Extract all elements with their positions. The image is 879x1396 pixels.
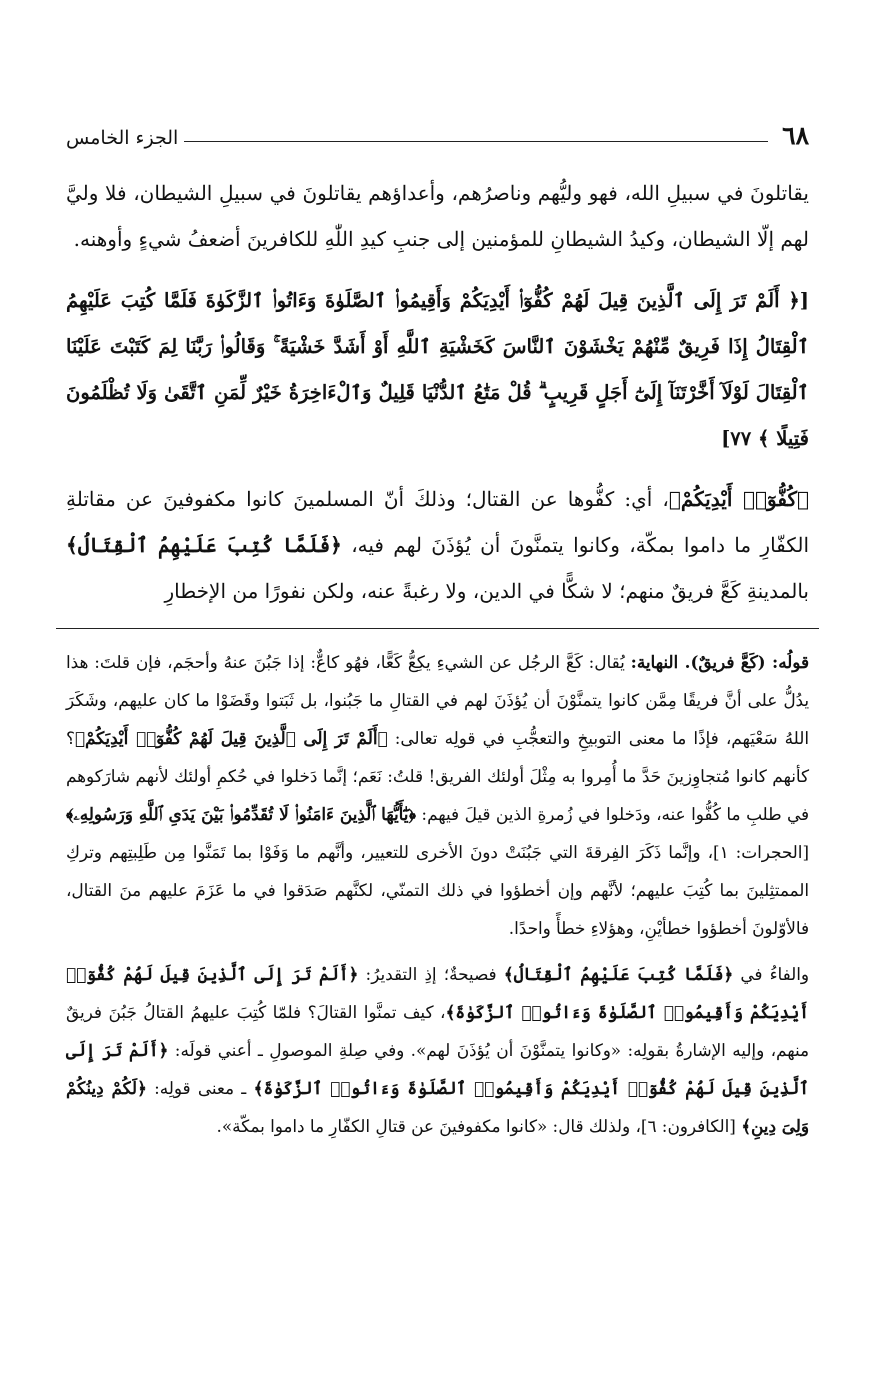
running-head (66, 108, 809, 148)
header-rule (184, 141, 768, 142)
quran-quote: ﴿كُفُّوٓا۟ أَيْدِيَكُمْ﴾ (668, 487, 810, 511)
quran-quote: ﴿يَٰٓأَيُّهَا ٱلَّذِينَ ءَامَنُوا۟ لَا تُقَدِّمُوا۟ بَيْنَ يَدَىِ ٱللَّهِ وَرَسُولِهِۦ﴾ (66, 804, 416, 824)
quran-quote: ﴿أَلَمْ تَرَ إِلَى ٱلَّذِينَ قِيلَ لَهُمْ كُفُّوٓا۟ أَيْدِيَكُمْ وَأَقِيمُوا۟ ٱلصَّلَوٰةَ وَءَاتُوا۟ ٱلزَّكَوٰةَ﴾ (66, 964, 809, 1022)
quran-quote: ﴿أَلَمْ تَرَ إِلَى ٱلَّذِينَ قِيلَ لَهُمْ كُفُّوٓا۟ أَيْدِيَكُمْ﴾ (74, 728, 388, 748)
footnote-text: ؟ كأنهم كانوا مُتجاوِزينَ حَدَّ ما أُمِروا به مِثْلَ أولئك الفريق! قلتُ: نَعَم؛ إنَّما دَخلوا في حُكمِ أولئك لأنهم شارَكوهم في طلبِ ما كُفُّوا عنه، ودَخلوا في زُمرةِ الذين قيلَ فيهم: (66, 728, 809, 824)
footnote-text: [الحجرات: ١]، وإنَّما ذَكَرَ الفِرقةَ التي جَبُنَتْ دونَ الأخرى للتعيير، وأنَّهم ما وَفَوْا بما تَمَنَّوا مِن طَلِبتِهم وتركِ الممتثِلينَ بما كُتِبَ عليهم؛ لأنَّهم وإن أخطؤوا في ذلك التمنّي، لكنَّهم صَدَقوا في ما عَزَمَ عليهم منَ القتال، فالأوّلونَ أخطؤوا خطأيْنِ، وهؤلاءِ خطأً واحدًا. (66, 842, 810, 938)
footnote-paragraph-2 (66, 955, 809, 1145)
footnote-text: ـ معنى قولِه: (146, 1078, 254, 1098)
quran-quote: ﴿فَلَمَّا كُتِبَ عَلَيْهِمُ ٱلْقِتَالُ﴾ (503, 964, 734, 984)
footnote-text: يُقال: كَعَّ الرجُل عن الشيءِ يكِعُّ كَعًّا، فهُو كاعٌّ: إذا جَبُنَ عنهُ وأحجَم، فإن قلتَ: هذا يدُلُّ على أنَّ فريقًا مِمَّن كانوا يتمنَّوْنَ أن يُؤذَنَ لهم في القتالِ ما جَبُنوا، بل ثَبَتوا وقَضَوْا ما كان عليهم، وشَكَرَ اللهُ سَعْيَهم، فإذًا ما معنى التوبيخِ والتعجُّبِ في قولِه تعالى: (66, 652, 809, 748)
quran-quote: ﴿فَلَمَّا كُتِبَ عَلَيْهِمُ ٱلْقِتَالُ﴾ (66, 533, 342, 557)
footnote-text: والفاءُ في (733, 964, 809, 984)
footnote-text: ، كيف تمنَّوا القتالَ؟ فلمّا كُتِبَ عليهمُ القتالُ جَبُنَ فريقٌ منهم، وإليه الإشارةُ بقولِه: «وكانوا يتمنَّوْنَ أن يُؤذَنَ لهم». وفي صِلةِ الموصولِ ـ أعني قولَه: (66, 1002, 809, 1060)
quran-quote: ﴿لَكُمْ دِينُكُمْ وَلِىَ دِينِ﴾ (66, 1078, 809, 1136)
body-paragraph-2 (66, 476, 809, 614)
part-title: الجزء الخامس (66, 127, 179, 149)
footnote-label: قولُه: (كَعَّ فريقٌ). النهاية: (630, 652, 809, 672)
footnote-text: فصيحةٌ؛ إذِ التقديرُ: (358, 964, 504, 984)
quran-verse-block (66, 278, 809, 462)
quran-verse-text: [﴿ أَلَمْ تَرَ إِلَى ٱلَّذِينَ قِيلَ لَهُمْ كُفُّوٓا۟ أَيْدِيَكُمْ وَأَقِيمُوا۟ ٱلصَّلَوٰةَ وَءَاتُوا۟ ٱلزَّكَوٰةَ فَلَمَّا كُتِبَ عَلَيْهِمُ ٱلْقِتَالُ إِذَا فَرِيقٌ مِّنْهُمْ يَخْشَوْنَ ٱلنَّاسَ كَخَشْيَةِ ٱللَّهِ أَوْ أَشَدَّ خَشْيَةً ۚ وَقَالُوا۟ رَبَّنَا لِمَ كَتَبْتَ عَلَيْنَا ٱلْقِتَالَ لَوْلَآ أَخَّرْتَنَآ إِلَىٰٓ أَجَلٍ قَرِيبٍ ۗ قُلْ مَتَٰعُ ٱلدُّنْيَا قَلِيلٌ وَٱلْءَاخِرَةُ خَيْرٌ لِّمَنِ ٱتَّقَىٰ وَلَا تُظْلَمُونَ فَتِيلًا ﴾ (66, 289, 809, 450)
footnote-divider (56, 628, 819, 629)
footnote-text: [الكافرون: ٦]، ولذلك قال: «كانوا مكفوفينَ عن قتالِ الكفّارِ ما داموا بمكّة». (216, 1116, 742, 1136)
body-paragraph-1: يقاتلونَ في سبيلِ الله، فهو وليُّهم وناصرُهم، وأعداؤهم يقاتلونَ في سبيلِ الشيطان، فلا وليَّ لهم إلّا الشيطان، وكيدُ الشيطانِ للمؤمنين إلى جنبِ كيدِ اللّٰهِ للكافرينَ أضعفُ شيءٍ وأوهنه. (66, 181, 809, 251)
commentary-text: ، أي: كفُّوها عن القتال؛ وذلكَ أنّ المسلمينَ كانوا مكفوفينَ عن مقاتلةِ الكفّارِ ما داموا بمكّة، وكانوا يتمنَّونَ أن يُؤذَنَ لهم فيه، (66, 487, 809, 557)
footnote-paragraph-1 (66, 643, 809, 947)
quran-quote: ﴿أَلَمْ تَرَ إِلَى ٱلَّذِينَ قِيلَ لَهُمْ كُفُّوٓا۟ أَيْدِيَكُمْ وَأَقِيمُوا۟ ٱلصَّلَوٰةَ وَءَاتُوا۟ ٱلزَّكَوٰةَ﴾ (66, 1040, 809, 1098)
verse-number: ٧٧] (721, 427, 752, 450)
commentary-text: بالمدينةِ كَعَّ فريقٌ منهم؛ لا شكًّا في الدين، ولا رغبةً عنه، ولكن نفورًا من الإخطارِ (164, 579, 809, 603)
page-number: ٦٨ (782, 121, 809, 150)
